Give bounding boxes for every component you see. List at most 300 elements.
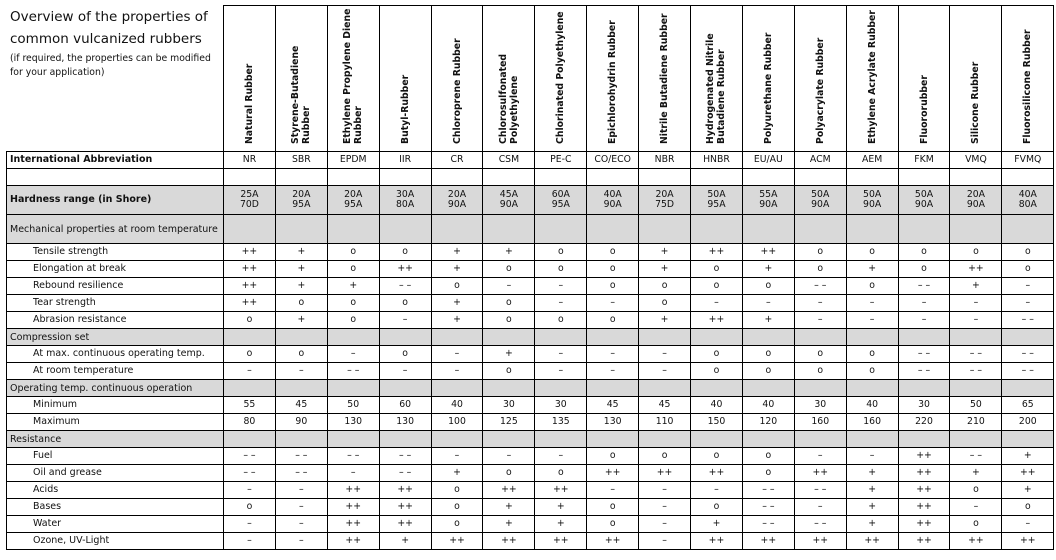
value-cell: – – — [794, 278, 846, 295]
value-cell: o — [691, 448, 743, 465]
value-cell — [327, 215, 379, 244]
value-cell: ++ — [1002, 465, 1054, 482]
value-cell: 30 — [483, 397, 535, 414]
value-cell: – – — [742, 482, 794, 499]
row-label: At room temperature — [7, 363, 224, 380]
value-cell — [794, 169, 846, 186]
value-cell: ++ — [691, 465, 743, 482]
value-cell — [587, 215, 639, 244]
value-cell: ++ — [898, 482, 950, 499]
rubber-name: Chlorinated Polyethylene — [555, 11, 567, 145]
rubber-column-header — [639, 6, 691, 152]
value-cell — [431, 186, 483, 215]
value-line: 40A — [603, 189, 622, 201]
value-cell — [794, 329, 846, 346]
rubber-column-header — [379, 6, 431, 152]
value-cell — [224, 329, 276, 346]
property-row — [7, 533, 1054, 550]
value-cell: AEM — [846, 152, 898, 169]
value-cell — [639, 431, 691, 448]
value-cell: o — [794, 363, 846, 380]
value-cell: + — [639, 261, 691, 278]
value-cell — [794, 431, 846, 448]
value-cell: 30 — [535, 397, 587, 414]
rubber-column-header — [587, 6, 639, 152]
value-cell — [587, 431, 639, 448]
value-cell: – — [898, 295, 950, 312]
value-cell: + — [431, 261, 483, 278]
value-cell: o — [379, 244, 431, 261]
value-cell: o — [327, 244, 379, 261]
value-cell: ++ — [379, 482, 431, 499]
value-cell — [950, 380, 1002, 397]
value-cell — [431, 431, 483, 448]
value-cell: o — [587, 499, 639, 516]
value-cell: – — [794, 499, 846, 516]
value-cell: ++ — [483, 533, 535, 550]
value-line: 75D — [655, 199, 675, 210]
value-line: 90A — [966, 199, 986, 210]
value-cell: o — [483, 312, 535, 329]
value-cell — [691, 169, 743, 186]
value-cell — [950, 186, 1002, 215]
value-cell: + — [846, 465, 898, 482]
value-cell: + — [1002, 482, 1054, 499]
value-cell: o — [742, 363, 794, 380]
value-line: 20A — [292, 189, 311, 201]
value-cell: 40 — [742, 397, 794, 414]
value-cell: o — [483, 363, 535, 380]
value-cell: + — [431, 312, 483, 329]
value-cell: o — [587, 312, 639, 329]
value-cell: + — [950, 465, 1002, 482]
value-cell: – — [950, 499, 1002, 516]
value-cell: + — [275, 278, 327, 295]
value-cell: – — [587, 346, 639, 363]
value-cell: o — [379, 295, 431, 312]
value-cell: – — [535, 448, 587, 465]
spacer-row — [7, 169, 1054, 186]
value-cell: o — [898, 261, 950, 278]
value-cell: ++ — [587, 465, 639, 482]
value-cell: o — [535, 244, 587, 261]
row-label: Resistance — [7, 431, 224, 448]
value-cell: o — [846, 278, 898, 295]
value-cell: ++ — [691, 312, 743, 329]
value-cell — [379, 169, 431, 186]
value-cell: + — [431, 244, 483, 261]
value-cell: o — [742, 448, 794, 465]
value-line: 90A — [811, 199, 830, 210]
value-cell: o — [794, 244, 846, 261]
value-cell: – – — [950, 363, 1002, 380]
value-cell: – — [1002, 278, 1054, 295]
value-cell: + — [691, 516, 743, 533]
value-cell: 130 — [327, 414, 379, 431]
value-cell — [846, 329, 898, 346]
value-cell: – — [691, 295, 743, 312]
value-cell — [1002, 329, 1054, 346]
value-cell — [483, 169, 535, 186]
value-cell — [275, 380, 327, 397]
rubber-column-header — [794, 6, 846, 152]
value-cell: + — [846, 499, 898, 516]
value-cell: o — [431, 278, 483, 295]
value-line: 80A — [1018, 199, 1037, 210]
row-label: At max. continuous operating temp. — [7, 346, 224, 363]
property-row — [7, 499, 1054, 516]
value-cell: o — [846, 346, 898, 363]
value-cell — [639, 169, 691, 186]
value-line: 95A — [344, 199, 363, 210]
value-cell: ++ — [898, 465, 950, 482]
abbreviation-row — [7, 152, 1054, 169]
value-cell: o — [691, 261, 743, 278]
value-cell: + — [535, 516, 587, 533]
value-cell: 125 — [483, 414, 535, 431]
rubber-name: Chlorosulfonated Polyethylene — [497, 54, 520, 145]
value-cell — [1002, 169, 1054, 186]
value-cell: ++ — [691, 533, 743, 550]
rubber-column-header — [431, 6, 483, 152]
value-cell — [846, 380, 898, 397]
properties-table — [6, 5, 1054, 550]
value-cell: ++ — [327, 516, 379, 533]
value-cell: ++ — [794, 533, 846, 550]
value-cell: ++ — [224, 261, 276, 278]
value-line: 25A — [240, 189, 259, 201]
value-cell: – — [950, 312, 1002, 329]
value-cell: o — [483, 295, 535, 312]
value-cell: – – — [1002, 363, 1054, 380]
value-cell: ++ — [535, 533, 587, 550]
value-cell — [742, 215, 794, 244]
value-cell: + — [275, 244, 327, 261]
rubber-name: Polyacrylate Rubber — [814, 37, 826, 145]
value-line: 70D — [239, 199, 259, 210]
value-cell: o — [639, 278, 691, 295]
rubber-name: Nitrile Butadiene Rubber — [659, 13, 671, 145]
row-label: Mechanical properties at room temperature — [7, 215, 224, 244]
value-line: 40A — [1018, 189, 1037, 201]
value-line: 30A — [396, 189, 415, 201]
value-cell: – – — [379, 448, 431, 465]
value-cell — [898, 380, 950, 397]
value-cell: – – — [898, 346, 950, 363]
value-cell: FKM — [898, 152, 950, 169]
value-cell: – — [639, 533, 691, 550]
rubber-column-header — [691, 6, 743, 152]
value-cell — [535, 169, 587, 186]
value-line: 50A — [811, 189, 830, 201]
value-cell — [950, 215, 1002, 244]
value-cell: – — [379, 363, 431, 380]
value-cell: – — [587, 363, 639, 380]
value-cell — [379, 329, 431, 346]
value-cell: + — [639, 312, 691, 329]
row-label: Minimum — [7, 397, 224, 414]
value-cell: 50 — [950, 397, 1002, 414]
value-cell: – — [224, 363, 276, 380]
value-line: 50A — [707, 189, 726, 201]
value-cell: – — [1002, 516, 1054, 533]
rubber-column-header — [327, 6, 379, 152]
value-cell — [691, 329, 743, 346]
value-cell: 110 — [639, 414, 691, 431]
rubber-column-header — [275, 6, 327, 152]
value-cell: HNBR — [691, 152, 743, 169]
value-cell: – – — [794, 516, 846, 533]
value-cell: ++ — [898, 516, 950, 533]
value-cell: ++ — [639, 465, 691, 482]
value-cell: o — [742, 465, 794, 482]
rubber-name: Natural Rubber — [243, 63, 255, 145]
rubber-name: Polyurethane Rubber — [762, 32, 774, 145]
value-cell: 60 — [379, 397, 431, 414]
value-cell: – – — [327, 363, 379, 380]
rubber-name: Chloroprene Rubber — [451, 38, 463, 145]
rubber-column-header — [742, 6, 794, 152]
property-row — [7, 295, 1054, 312]
row-label: Abrasion resistance — [7, 312, 224, 329]
value-cell: o — [327, 312, 379, 329]
rubber-name: Silicone Rubber — [970, 61, 982, 145]
value-cell: – — [587, 482, 639, 499]
value-cell — [794, 215, 846, 244]
value-line: 95A — [707, 199, 726, 210]
value-cell: – — [794, 312, 846, 329]
rubber-column-header — [898, 6, 950, 152]
value-cell: ++ — [431, 533, 483, 550]
value-cell: o — [483, 261, 535, 278]
value-cell: CO/ECO — [587, 152, 639, 169]
rubber-name: Fluororubber — [918, 75, 930, 145]
rubber-name: Butyl-Rubber — [399, 75, 411, 145]
property-row — [7, 278, 1054, 295]
value-cell: + — [639, 244, 691, 261]
value-cell: + — [275, 261, 327, 278]
value-cell: – — [535, 278, 587, 295]
value-cell: o — [431, 482, 483, 499]
value-cell: ++ — [535, 482, 587, 499]
property-row — [7, 397, 1054, 414]
rubber-name: Ethylene Propylene Diene Rubber — [342, 8, 365, 145]
value-cell: o — [950, 516, 1002, 533]
rubber-column-header — [224, 6, 276, 152]
value-cell: o — [535, 261, 587, 278]
value-cell: – – — [898, 363, 950, 380]
value-cell: + — [327, 278, 379, 295]
table-body — [7, 152, 1054, 550]
value-cell — [431, 169, 483, 186]
value-cell — [846, 431, 898, 448]
value-cell: o — [587, 278, 639, 295]
value-cell: – – — [794, 482, 846, 499]
value-cell — [846, 186, 898, 215]
value-cell: – — [224, 516, 276, 533]
value-cell — [431, 215, 483, 244]
value-cell: o — [431, 516, 483, 533]
value-cell — [742, 380, 794, 397]
value-cell: + — [1002, 448, 1054, 465]
value-cell: – — [639, 346, 691, 363]
value-cell — [794, 380, 846, 397]
value-cell: 135 — [535, 414, 587, 431]
value-cell: o — [224, 499, 276, 516]
value-cell: 120 — [742, 414, 794, 431]
value-cell: – — [639, 516, 691, 533]
value-cell — [379, 186, 431, 215]
value-cell: – – — [898, 278, 950, 295]
value-cell: ++ — [224, 295, 276, 312]
value-cell — [483, 380, 535, 397]
value-cell: – – — [379, 465, 431, 482]
value-cell: EU/AU — [742, 152, 794, 169]
value-cell: IIR — [379, 152, 431, 169]
value-cell — [483, 329, 535, 346]
section-header-row — [7, 329, 1054, 346]
value-cell: + — [742, 261, 794, 278]
value-cell: – – — [327, 448, 379, 465]
value-cell — [224, 215, 276, 244]
value-cell: o — [587, 244, 639, 261]
value-cell — [691, 215, 743, 244]
value-cell: o — [794, 261, 846, 278]
value-cell: + — [379, 533, 431, 550]
title-block — [10, 6, 222, 80]
value-cell — [846, 215, 898, 244]
row-label: Maximum — [7, 414, 224, 431]
value-cell: ++ — [898, 448, 950, 465]
value-cell — [587, 186, 639, 215]
section-header-row — [7, 380, 1054, 397]
value-cell — [275, 329, 327, 346]
hardness-row — [7, 186, 1054, 215]
rubber-column-header — [535, 6, 587, 152]
value-cell — [898, 169, 950, 186]
value-cell — [846, 169, 898, 186]
value-cell: – — [639, 363, 691, 380]
row-label — [7, 152, 224, 169]
value-cell: ++ — [379, 499, 431, 516]
value-cell: 45 — [587, 397, 639, 414]
property-row — [7, 346, 1054, 363]
rubber-name: Styrene-Butadiene Rubber — [290, 45, 313, 145]
value-cell: ++ — [742, 244, 794, 261]
row-label: Operating temp. continuous operation — [7, 380, 224, 397]
value-cell — [327, 431, 379, 448]
value-cell — [639, 380, 691, 397]
value-cell: o — [535, 312, 587, 329]
value-cell: ++ — [327, 499, 379, 516]
value-cell: – — [379, 312, 431, 329]
value-cell: 40 — [846, 397, 898, 414]
value-cell: – — [275, 363, 327, 380]
value-cell: CSM — [483, 152, 535, 169]
value-cell: + — [483, 346, 535, 363]
value-cell — [483, 186, 535, 215]
value-line: 20A — [966, 189, 986, 201]
value-cell — [535, 431, 587, 448]
value-cell: 45 — [275, 397, 327, 414]
row-label: Acids — [7, 482, 224, 499]
value-line: 90A — [603, 199, 622, 210]
value-cell: – – — [1002, 346, 1054, 363]
value-cell: o — [327, 295, 379, 312]
value-cell — [639, 215, 691, 244]
value-cell: o — [691, 499, 743, 516]
value-cell: ++ — [327, 533, 379, 550]
row-label: Fuel — [7, 448, 224, 465]
value-cell: – – — [275, 448, 327, 465]
value-cell: + — [275, 312, 327, 329]
value-cell: + — [846, 516, 898, 533]
value-cell: ACM — [794, 152, 846, 169]
value-cell: + — [431, 465, 483, 482]
value-cell: + — [846, 482, 898, 499]
value-cell: o — [224, 346, 276, 363]
value-cell: – — [224, 482, 276, 499]
value-cell: – — [846, 295, 898, 312]
value-cell: – — [483, 448, 535, 465]
value-line: 90A — [759, 199, 778, 210]
value-cell: o — [587, 261, 639, 278]
value-cell — [691, 380, 743, 397]
value-cell: o — [224, 312, 276, 329]
value-cell: o — [275, 295, 327, 312]
value-cell — [379, 215, 431, 244]
value-cell: SBR — [275, 152, 327, 169]
value-cell: o — [639, 295, 691, 312]
value-cell: 220 — [898, 414, 950, 431]
value-line: 95A — [292, 199, 311, 210]
row-label: Oil and grease — [7, 465, 224, 482]
value-cell: – — [275, 533, 327, 550]
value-cell: 210 — [950, 414, 1002, 431]
row-label — [7, 186, 224, 215]
value-cell: o — [327, 261, 379, 278]
value-cell — [535, 186, 587, 215]
value-cell — [1002, 431, 1054, 448]
value-line: 90A — [499, 199, 518, 210]
rubber-name: Epichlorohydrin Rubber — [607, 20, 619, 145]
value-cell — [587, 329, 639, 346]
value-cell: – – — [379, 278, 431, 295]
value-cell: 150 — [691, 414, 743, 431]
value-cell — [639, 186, 691, 215]
value-cell: o — [950, 244, 1002, 261]
value-cell: – – — [950, 346, 1002, 363]
value-cell: 55 — [224, 397, 276, 414]
value-cell — [431, 329, 483, 346]
value-cell: o — [379, 346, 431, 363]
value-cell: – — [535, 363, 587, 380]
value-cell — [742, 186, 794, 215]
value-cell — [379, 431, 431, 448]
row-label-text: Hardness range (in Shore) — [10, 194, 152, 206]
value-cell — [587, 380, 639, 397]
value-cell: ++ — [898, 533, 950, 550]
value-cell — [224, 380, 276, 397]
value-cell: o — [587, 516, 639, 533]
value-cell: 40 — [691, 397, 743, 414]
value-cell: – — [431, 363, 483, 380]
value-cell: + — [846, 261, 898, 278]
value-cell — [327, 329, 379, 346]
value-cell: ++ — [379, 261, 431, 278]
value-cell — [483, 431, 535, 448]
section-header-row — [7, 431, 1054, 448]
